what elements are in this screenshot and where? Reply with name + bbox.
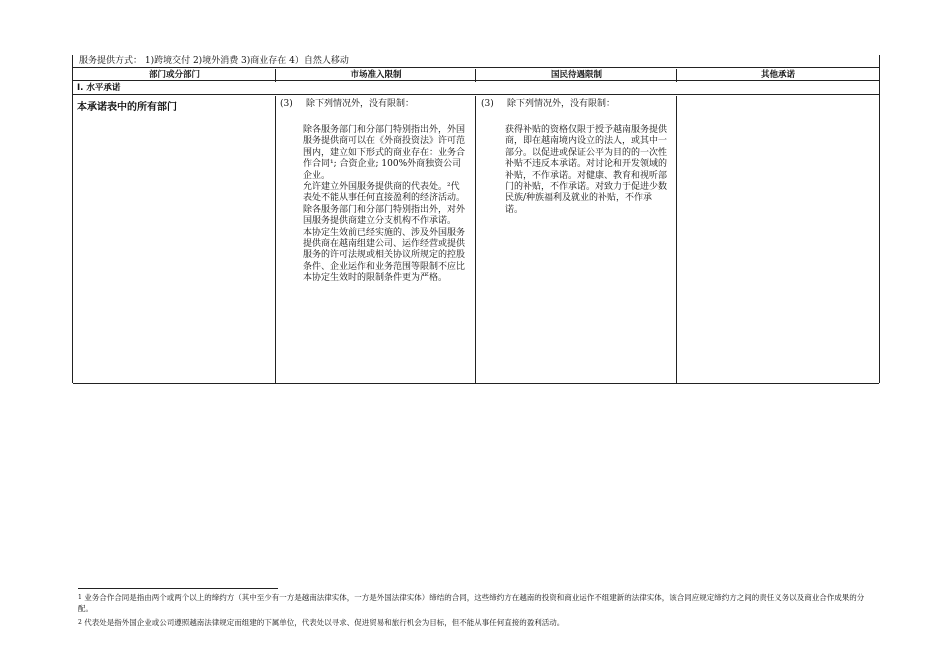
footnote-1 <box>78 592 878 614</box>
section-title: I. 水平承诺 <box>73 82 879 95</box>
national-treatment-text <box>505 125 667 216</box>
market-access-intro: 除下列情况外，没有限制： <box>306 99 415 109</box>
footnote-mark-2: 2 <box>78 619 82 626</box>
footnote-text-1: 业务合作合同是指由两个或两个以上的缔约方（其中至少有一方是越南法律实体，一方是外国法律实体）缔结的合同，这些缔约方在越南的投资和商业运作不组建新的法律实体，该合同应规定缔约方之间的责任义务以及商业合作成果的分配。 <box>78 593 865 613</box>
header-market-access: 市场准入限制 <box>276 69 476 81</box>
table-bottom-border <box>73 383 879 384</box>
header-national-treatment: 国民待遇限制 <box>476 69 677 81</box>
column-divider <box>275 96 276 383</box>
column-divider <box>676 96 677 383</box>
market-access-text <box>303 125 466 285</box>
market-access-paragraph-4: 本协定生效前已经实施的、涉及外国服务提供商在越南组建公司、运作经营或提供服务的许可法规或相关协议所规定的控股条件、企业运作和业务范围等限制不应比本协定生效时的限制条件更为严格。 <box>303 227 466 284</box>
national-treatment-mode: (3) <box>481 99 494 109</box>
header-other: 其他承诺 <box>677 69 879 81</box>
supply-modes-row: 服务提供方式： 1)跨境交付 2)境外消费 3)商业存在 4）自然人移动 <box>73 55 879 68</box>
market-access-paragraph-2: 允许建立外国服务提供商的代表处。²代表处不能从事任何直接盈利的经济活动。 <box>303 182 466 204</box>
market-access-paragraph-1: 除各服务部门和分部门特别指出外，外国服务提供商可以在《外商投资法》许可范围内，建立如下形式的商业存在：业务合作合同¹; 合资企业; 100%外商独资公司企业。 <box>303 125 466 181</box>
market-access-paragraph-3: 除各服务部门和分部门特别指出外，对外国服务提供商建立分支机构不作承诺。 <box>303 204 466 227</box>
column-divider <box>475 69 476 82</box>
footnote-2 <box>78 617 878 628</box>
column-divider <box>475 96 476 383</box>
national-treatment-intro: 除下列情况外，没有限制： <box>507 99 616 109</box>
commitment-table <box>72 55 880 383</box>
footnote-separator <box>78 588 278 589</box>
footnote-text-2: 代表处是指外国企业或公司遵照越南法律规定而组建的下属单位，代表处以寻求、促进贸易和旅行机会为目标，但不能从事任何直接的盈利活动。 <box>84 618 565 627</box>
header-sector: 部门或分部门 <box>73 69 276 81</box>
national-treatment-paragraph-1: 获得补贴的资格仅限于授予越南服务提供商，即在越南境内设立的法人，或其中一部分。以促进或保证公平为目的的一次性补贴不违反本承诺。对讨论和开发领域的补贴，不作承诺。对健康、教育和视听部门的补贴，不作承诺。对致力于促进少数民族/种族福利及就业的补贴，不作承诺。 <box>505 125 668 215</box>
column-divider <box>275 69 276 82</box>
market-access-mode: (3) <box>280 99 293 109</box>
column-divider <box>676 69 677 82</box>
sector-name: 本承诺表中的所有部门 <box>77 102 177 113</box>
footnote-mark-1: 1 <box>78 594 82 601</box>
